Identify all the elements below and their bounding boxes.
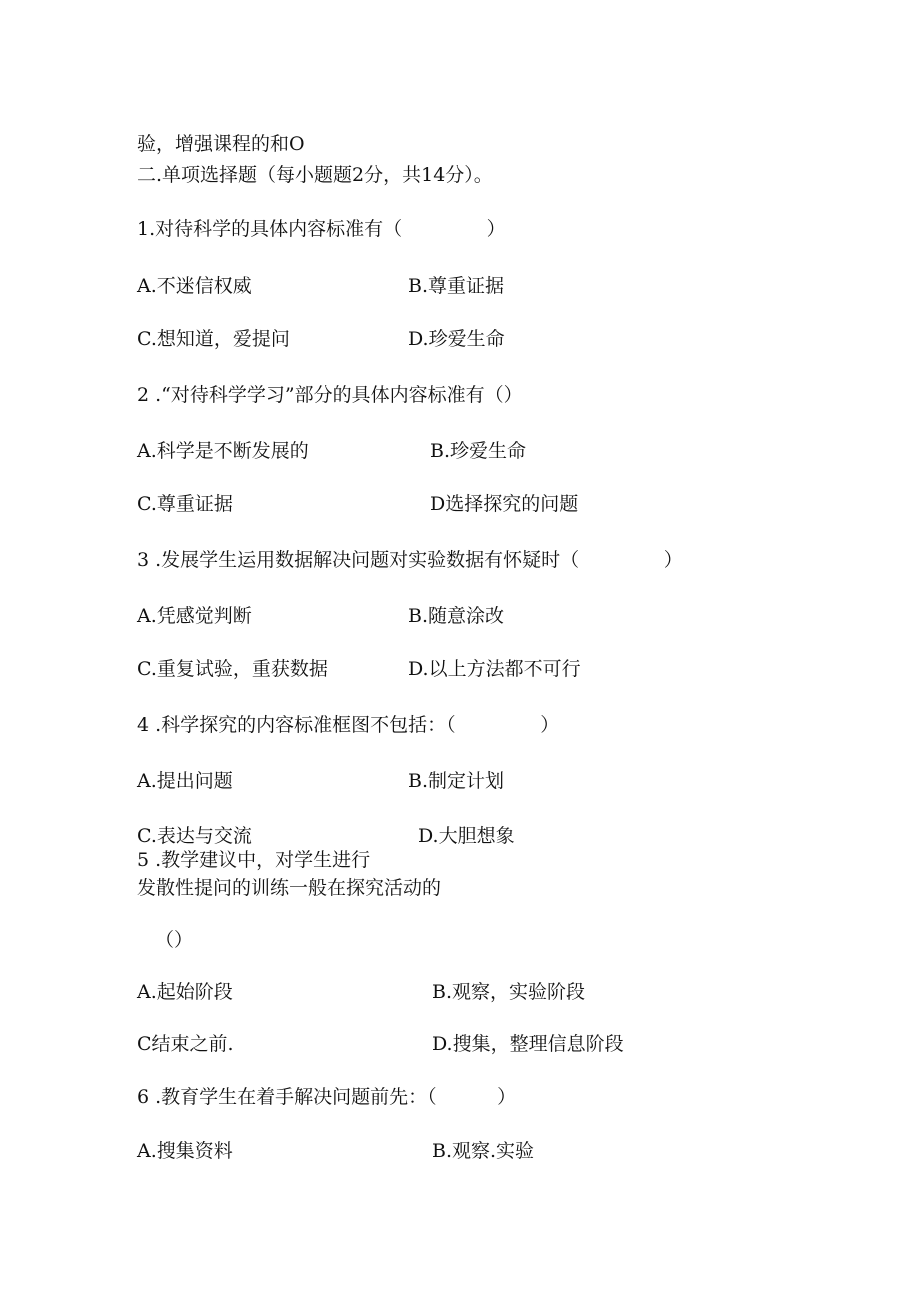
question-5-line-1: 5 .教学建议中，对学生进行 xyxy=(137,849,371,871)
q1-option-b: B.尊重证据 xyxy=(408,275,505,297)
q5-option-c: C结束之前. xyxy=(137,1033,234,1055)
question-5-line-2: 发散性提问的训练一般在探究活动的 xyxy=(137,877,442,899)
question-1: 1.对待科学的具体内容标准有（ ） xyxy=(137,218,506,240)
q5-option-d: D.搜集，整理信息阶段 xyxy=(432,1033,624,1055)
q1-option-d: D.珍爱生命 xyxy=(408,328,505,350)
question-6: 6 .教育学生在着手解决问题前先：（ ） xyxy=(137,1086,517,1108)
q3-option-c: C.重复试验，重获数据 xyxy=(137,658,328,680)
question-4: 4 .科学探究的内容标准框图不包括：（ ） xyxy=(137,714,560,736)
question-5-paren: （） xyxy=(155,929,194,951)
q2-option-d: D选择探究的问题 xyxy=(430,493,579,515)
q5-option-a: A.起始阶段 xyxy=(137,981,233,1003)
q2-option-a: A.科学是不断发展的 xyxy=(137,440,309,462)
q2-option-c: C.尊重证据 xyxy=(137,493,233,515)
q3-option-a: A.凭感觉判断 xyxy=(137,605,252,627)
continuation-text: 验，增强课程的和O xyxy=(137,133,305,155)
q3-option-d: D.以上方法都不可行 xyxy=(408,658,581,680)
q2-option-b: B.珍爱生命 xyxy=(430,440,527,462)
question-3: 3 .发展学生运用数据解决问题对实验数据有怀疑时（ ） xyxy=(137,549,683,571)
q5-option-b: B.观察，实验阶段 xyxy=(432,981,586,1003)
q4-option-a: A.提出问题 xyxy=(137,770,233,792)
section-heading: 二.单项选择题（每小题题2分，共14分）。 xyxy=(137,164,493,186)
q6-option-b: B.观察.实验 xyxy=(432,1140,535,1162)
question-2: 2 .“对待科学学习”部分的具体内容标准有（） xyxy=(137,384,523,406)
q4-option-c: C.表达与交流 xyxy=(137,825,252,847)
q4-option-d: D.大胆想象 xyxy=(418,825,515,847)
q3-option-b: B.随意涂改 xyxy=(408,605,505,627)
q4-option-b: B.制定计划 xyxy=(408,770,505,792)
q6-option-a: A.搜集资料 xyxy=(137,1140,233,1162)
q1-option-a: A.不迷信权威 xyxy=(137,275,252,297)
q1-option-c: C.想知道，爱提问 xyxy=(137,328,290,350)
